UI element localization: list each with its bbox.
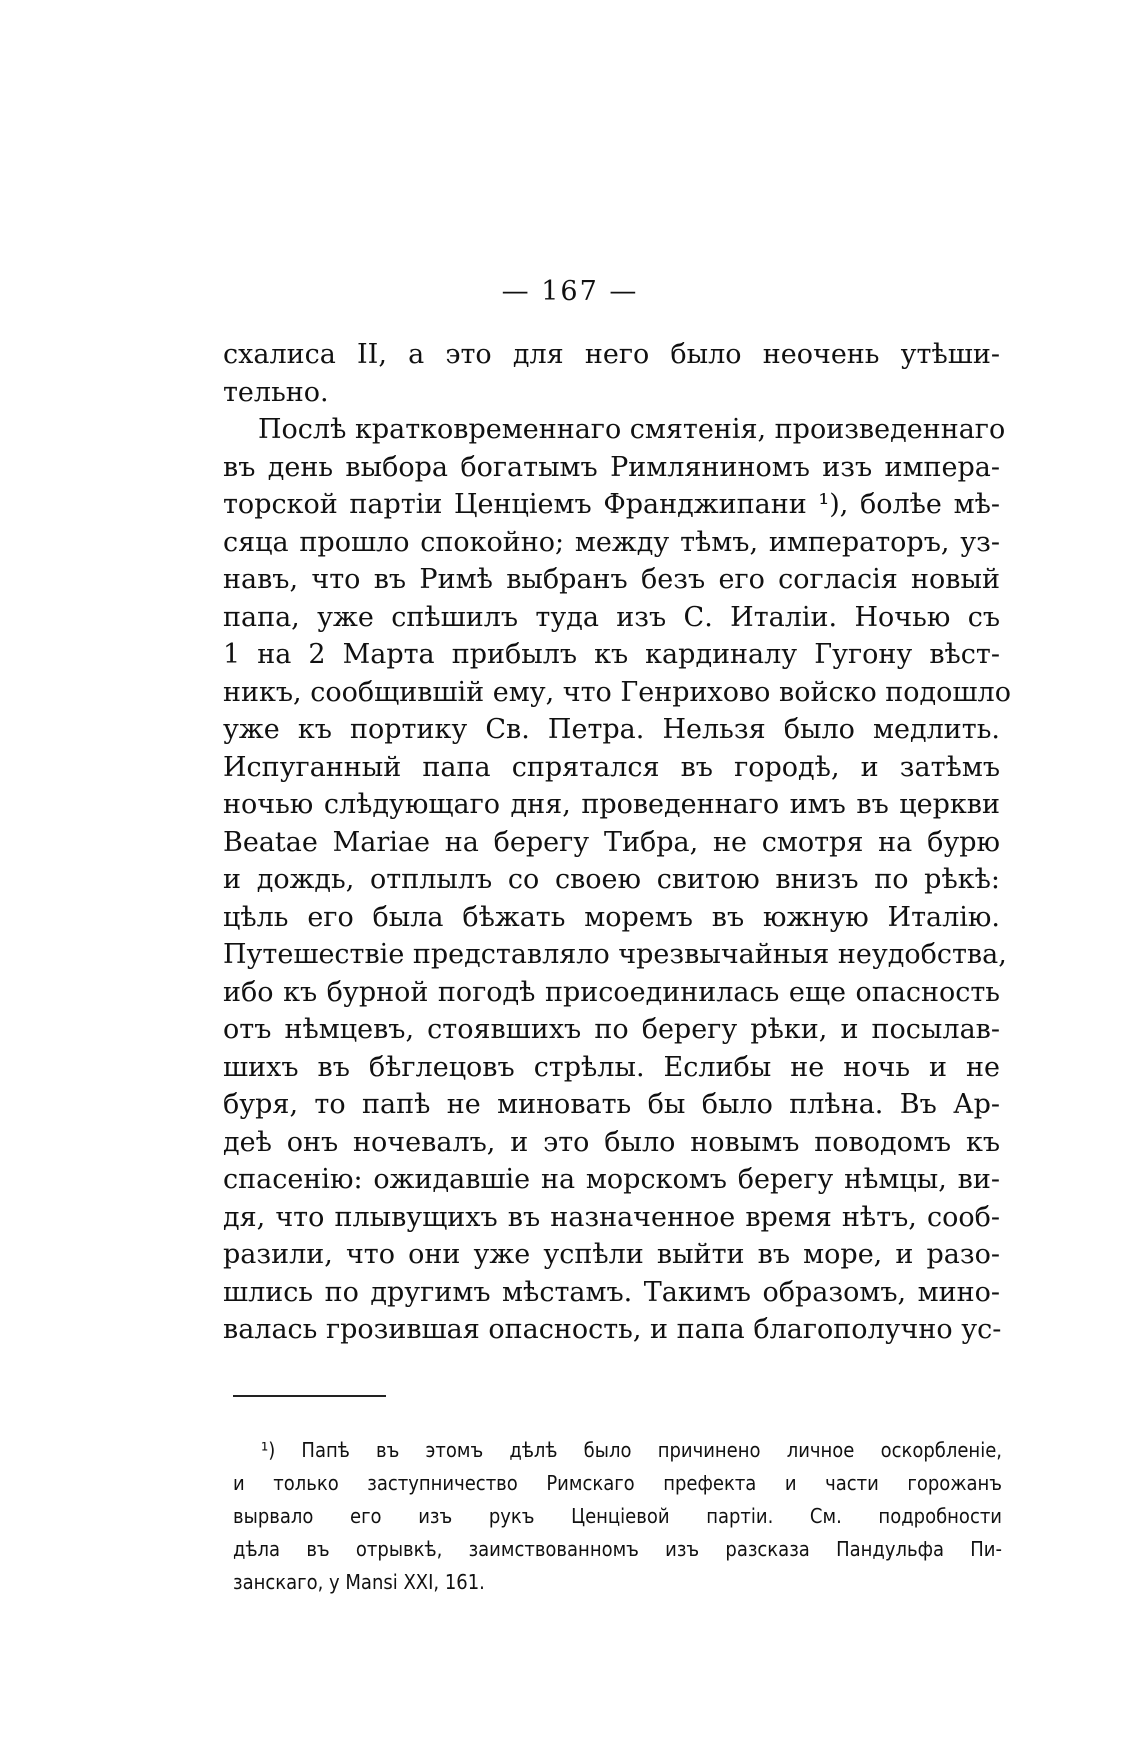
body-line: дя, что плывущихъ въ назначенное время нѣтъ, сооб- [223,1201,1000,1233]
body-line: 1 на 2 Марта прибылъ къ кардиналу Гугону вѣст- [223,639,1000,670]
body-line: тельно. [223,376,329,408]
body-line: Испуганный папа спрятался въ городѣ, и затѣмъ [223,751,1000,783]
body-line: шихъ въ бѣглецовъ стрѣлы. Еслибы не ночь и не [223,1051,1000,1083]
body-line: ибо къ бурной погодѣ присоединилась еще опасность [223,976,1000,1008]
body-line: Путешествіе представляло чрезвычайныя неудобства, [223,939,1007,970]
body-line: папа, уже спѣшилъ туда изъ С. Италіи. Ночью съ [223,601,1000,633]
body-line: торской партіи Ценціемъ Франджипани ¹), болѣе мѣ- [223,489,1000,520]
footnote-separator [233,1395,386,1397]
body-line: Beatae Mariae на берегу Тибра, не смотря на бурю [223,826,1000,858]
footnote-line: вырвало его изъ рукъ Ценціевой партіи. См. подробности [233,1504,1002,1528]
body-line: спасенію: ожидавшіе на морскомъ берегу нѣмцы, ви- [223,1164,1000,1195]
body-line: никъ, сообщившій ему, что Генрихово войско подошло [223,676,1011,708]
body-line: Послѣ кратковременнаго смятенія, произведеннаго [258,414,1006,445]
body-text [223,336,1011,1349]
footnote-line: занскаго, у Mansi XXI, 161. [233,1570,485,1594]
page-number: — 167 — [501,276,639,307]
body-line: валась грозившая опасность, и папа благополучно ус- [223,1314,1002,1345]
body-line: навъ, что въ Римѣ выбранъ безъ его согласія новый [223,564,1000,595]
footnote-line: ¹) Папѣ въ этомъ дѣлѣ было причинено личное оскорбленіе, [261,1438,1002,1462]
body-line: разили, что они уже успѣли выйти въ море, и разо- [223,1239,1000,1270]
body-line: и дождь, отплылъ со своею свитою внизъ по рѣкѣ: [223,864,1000,895]
body-line: уже къ портику Св. Петра. Нельзя было медлить. [223,714,1000,745]
body-line: сяца прошло спокойно; между тѣмъ, императоръ, уз- [223,526,1000,558]
body-line: деѣ онъ ночевалъ, и это было новымъ поводомъ къ [223,1126,1000,1158]
body-line: въ день выбора богатымъ Римляниномъ изъ импера- [223,451,1000,483]
footnote-line: дѣла въ отрывкѣ, заимствованномъ изъ разсказа Пандульфа Пи- [233,1537,1002,1561]
body-line: схалиса II, а это для него было неочень утѣши- [223,339,1000,370]
body-line: шлись по другимъ мѣстамъ. Такимъ образомъ, мино- [223,1276,1000,1308]
body-line: ночью слѣдующаго дня, проведеннаго имъ въ церкви [223,789,1000,820]
body-line: цѣль его была бѣжать моремъ въ южную Италію. [223,901,1000,933]
footnote [233,1434,1002,1599]
footnote-line: и только заступничество Римскаго префекта и части горожанъ [233,1471,1002,1495]
body-line: отъ нѣмцевъ, стоявшихъ по берегу рѣки, и посылав- [223,1014,1000,1045]
body-line: буря, то папѣ не миновать бы было плѣна. Въ Ар- [223,1089,1000,1120]
